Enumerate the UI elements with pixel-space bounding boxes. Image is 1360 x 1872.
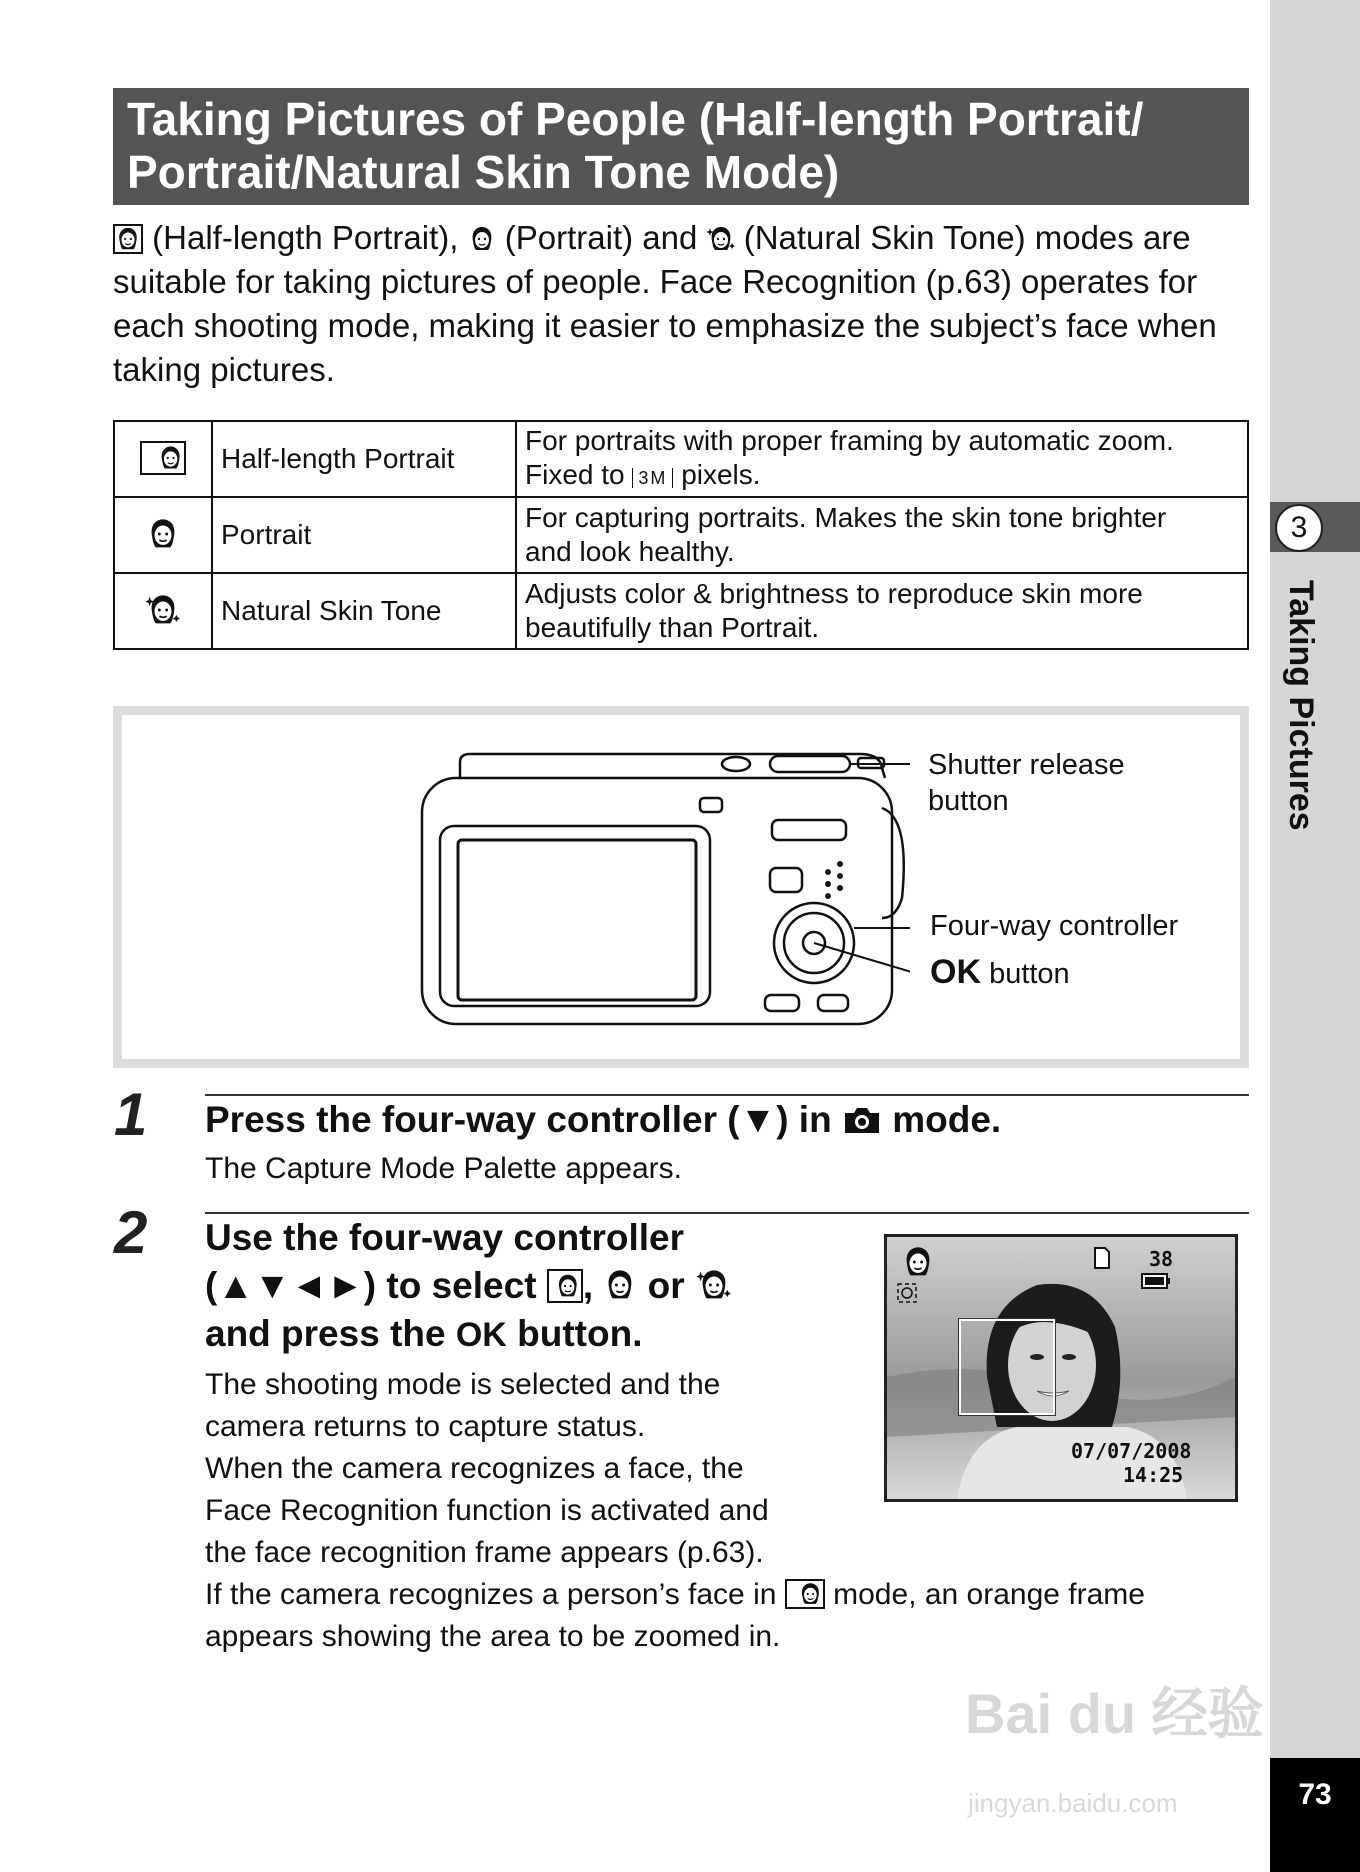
chapter-number: 3 <box>1275 504 1323 552</box>
mode-description: For capturing portraits. Makes the skin tone brighter <box>525 502 1167 533</box>
step2-heading <box>205 1214 733 1359</box>
watermark-brand: Bai du 经验 <box>965 1682 1264 1745</box>
camera-mode-icon <box>842 1105 882 1135</box>
mode-description: beautifully than Portrait. <box>525 612 820 643</box>
face-detect-icon <box>897 1283 917 1303</box>
step2-heading-line2a: (▲▼◄►) to select <box>205 1265 537 1306</box>
mode-description: and look healthy. <box>525 536 735 567</box>
mode-name: Half-length Portrait <box>212 421 516 497</box>
mode-description: For portraits with proper framing by automatic zoom. <box>525 424 1174 456</box>
step-number: 2 <box>114 1199 148 1266</box>
ok-button-callout <box>930 954 1070 992</box>
page-title-line1: Taking Pictures of People (Half-length Portrait/ <box>127 93 1144 145</box>
natural-skin-tone-icon <box>144 593 182 627</box>
step-number: 1 <box>114 1081 148 1148</box>
step1-heading <box>205 1096 1001 1144</box>
modes-table <box>113 420 1249 650</box>
step2-heading-line1: Use the four-way controller <box>205 1217 685 1258</box>
lcd-time: 14:25 <box>1123 1463 1184 1487</box>
mode-name: Natural Skin Tone <box>212 573 516 649</box>
intro-rest: are suitable for taking pictures of people. Face Recognition (p.63) operates for each shooting mode, making it easier to emphasize the subject’s face when taking pictures. <box>113 219 1217 388</box>
step1-heading-a: Press the four-way controller (▼) in <box>205 1099 832 1140</box>
step1-heading-b: mode. <box>892 1099 1002 1140</box>
step2-heading-line3b: button. <box>517 1313 643 1354</box>
intro-natural: (Natural Skin Tone) modes <box>743 219 1134 256</box>
shutter-release-callout <box>928 747 1125 819</box>
step2-body-line: camera returns to capture status. <box>205 1410 646 1443</box>
shutter-label-line2: button <box>928 785 1009 817</box>
shots-remaining: 38 <box>1149 1247 1174 1271</box>
ok-suffix: button <box>989 958 1070 990</box>
mode-description: pixels. <box>681 458 761 490</box>
page-title <box>113 88 1249 205</box>
lcd-date: 07/07/2008 <box>1071 1439 1192 1463</box>
portrait-icon <box>603 1268 637 1302</box>
step2-heading-or: or <box>647 1265 685 1306</box>
memory-card-icon <box>1093 1247 1111 1269</box>
chapter-title: Taking Pictures <box>1282 580 1320 831</box>
table-row <box>114 421 1248 497</box>
step2-body-line: the face recognition frame appears (p.63). <box>205 1536 764 1569</box>
step2-body-line: mode, an orange frame <box>833 1578 1145 1611</box>
mode-name: Portrait <box>212 497 516 573</box>
step2-body-line: The shooting mode is selected and the <box>205 1368 721 1401</box>
step2-body-line: If the camera recognizes a person’s face in <box>205 1578 777 1611</box>
table-row <box>114 573 1248 649</box>
table-row <box>114 497 1248 573</box>
portrait-icon <box>146 517 180 551</box>
page-title-line2: Portrait/Natural Skin Tone Mode) <box>127 146 840 198</box>
shutter-label-line1: Shutter release <box>928 749 1125 781</box>
step2-body-line: When the camera recognizes a face, the <box>205 1452 744 1485</box>
ok-label: OK <box>930 953 981 991</box>
pixel-badge: 3M <box>632 468 673 488</box>
half-length-portrait-icon <box>140 441 186 475</box>
intro-portrait: (Portrait) and <box>504 219 698 256</box>
step1-body: The Capture Mode Palette appears. <box>205 1152 682 1185</box>
half-length-portrait-icon <box>785 1579 825 1609</box>
portrait-mode-indicator-icon <box>901 1245 935 1279</box>
sidebar <box>1270 0 1360 1872</box>
camera-back-illustration <box>410 748 910 1028</box>
mode-description: Fixed to <box>525 458 625 490</box>
intro-half-length: (Half-length Portrait), <box>152 219 459 256</box>
step2-heading-line3a: and press the <box>205 1313 446 1354</box>
mode-description: Adjusts color & brightness to reproduce skin more <box>525 578 1143 609</box>
ok-label: OK <box>455 1316 507 1354</box>
intro-paragraph <box>113 216 1253 392</box>
page-number: 73 <box>1270 1758 1360 1872</box>
half-length-portrait-icon <box>547 1269 583 1303</box>
step2-body-line: appears showing the area to be zoomed in. <box>205 1620 781 1653</box>
step2-heading-comma: , <box>582 1265 594 1306</box>
natural-skin-tone-icon <box>707 225 735 253</box>
step2-body-line: Face Recognition function is activated and <box>205 1494 769 1527</box>
battery-icon <box>1141 1273 1171 1289</box>
face-recognition-frame <box>959 1319 1055 1415</box>
watermark-url: jingyan.baidu.com <box>968 1788 1178 1818</box>
lcd-preview <box>884 1234 1238 1502</box>
four-way-controller-callout: Four-way controller <box>930 910 1179 942</box>
half-length-portrait-icon <box>113 224 143 254</box>
portrait-icon <box>468 225 496 253</box>
natural-skin-tone-icon <box>695 1268 733 1302</box>
